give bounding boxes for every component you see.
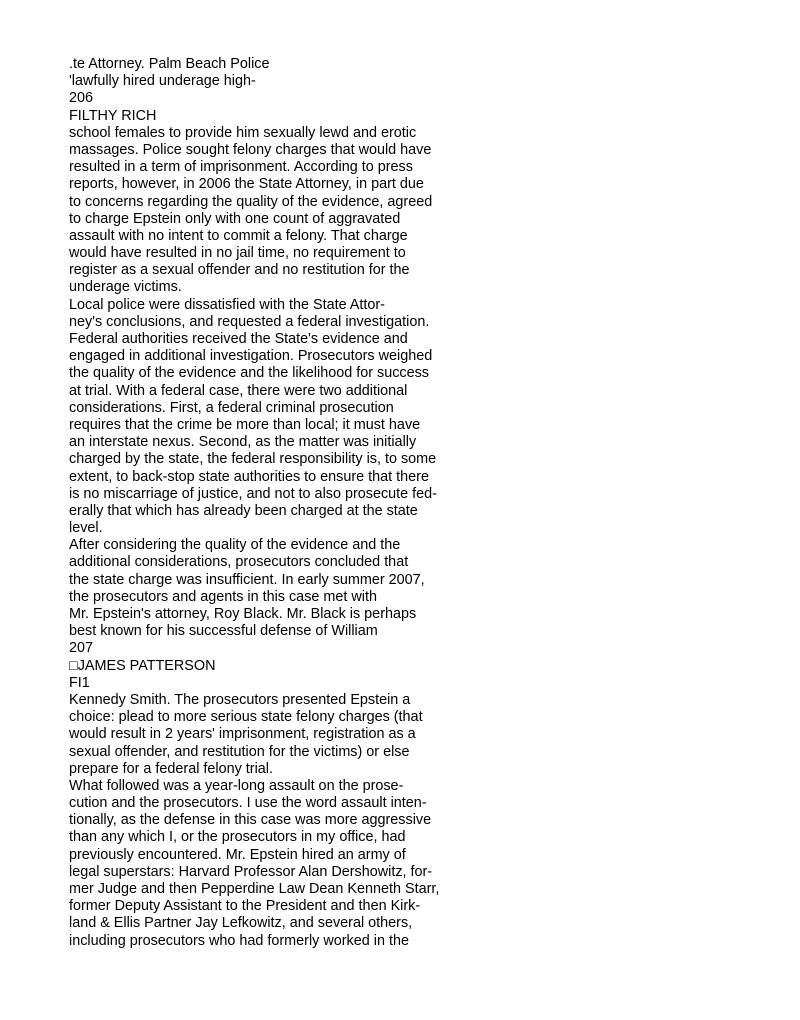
text-line: additional considerations, prosecutors concluded that: [69, 554, 409, 571]
text-line: school females to provide him sexually lewd and erotic: [69, 124, 417, 141]
text-line: the quality of the evidence and the likelihood for success: [69, 365, 429, 382]
text-line: former Deputy Assistant to the President and then Kirk-: [69, 898, 421, 915]
text-line: choice: plead to more serious state felony charges (that: [69, 709, 423, 726]
page-number: 206: [69, 90, 94, 107]
text-line: level.: [69, 520, 103, 537]
text-line: Local police were dissatisfied with the State Attor-: [69, 296, 385, 313]
text-line: sexual offender, and restitution for the victims) or else: [69, 743, 410, 760]
text-line: including prosecutors who had formerly worked in the: [69, 932, 409, 949]
text-line: than any which I, or the prosecutors in my office, had: [69, 829, 406, 846]
running-header: □JAMES PATTERSON: [69, 657, 216, 674]
text-line: underage victims.: [69, 279, 182, 296]
text-line: the state charge was insufficient. In early summer 2007,: [69, 571, 425, 588]
text-line: previously encountered. Mr. Epstein hired an army of: [69, 846, 406, 863]
text-line: ney's conclusions, and requested a federal investigation.: [69, 313, 430, 330]
page-number: 207: [69, 640, 94, 657]
text-line: 'lawfully hired underage high-: [69, 73, 256, 90]
document-page: [69, 56, 489, 950]
text-line: Kennedy Smith. The prosecutors presented Epstein a: [69, 691, 411, 708]
text-line: Mr. Epstein's attorney, Roy Black. Mr. Black is perhaps: [69, 606, 417, 622]
running-header-mark: FI1: [69, 674, 90, 691]
text-line: legal superstars: Harvard Professor Alan Dershowitz, for-: [69, 863, 433, 880]
text-line: considerations. First, a federal criminal prosecution: [69, 399, 394, 416]
text-line: After considering the quality of the evidence and the: [69, 537, 401, 554]
text-line: erally that which has already been charged at the state: [69, 502, 418, 519]
text-line: charged by the state, the federal responsibility is, to some: [69, 451, 437, 468]
text-line: Federal authorities received the State's evidence and: [69, 331, 408, 347]
text-line: engaged in additional investigation. Prosecutors weighed: [69, 348, 433, 365]
text-line: would result in 2 years' imprisonment, registration as a: [69, 726, 416, 743]
text-line: requires that the crime be more than local; it must have: [69, 416, 421, 433]
text-line: prepare for a federal felony trial.: [69, 760, 273, 777]
text-line: extent, to back-stop state authorities to ensure that there: [69, 468, 429, 485]
text-line: would have resulted in no jail time, no requirement to: [69, 245, 406, 262]
text-line: at trial. With a federal case, there were two additional: [69, 382, 408, 399]
text-line: register as a sexual offender and no restitution for the: [69, 262, 410, 279]
text-line: resulted in a term of imprisonment. According to press: [69, 159, 413, 176]
text-line: massages. Police sought felony charges that would have: [69, 141, 432, 158]
text-line: What followed was a year-long assault on the prose-: [69, 777, 404, 794]
text-line: mer Judge and then Pepperdine Law Dean Kenneth Starr,: [69, 881, 440, 897]
text-line: cution and the prosecutors. I use the word assault inten-: [69, 795, 427, 812]
text-line: is no miscarriage of justice, and not to also prosecute fed-: [69, 485, 437, 502]
text-line: assault with no intent to commit a felony. That charge: [69, 227, 408, 244]
text-line: land & Ellis Partner Jay Lefkowitz, and several others,: [69, 915, 413, 932]
text-line: .te Attorney. Palm Beach Police: [69, 56, 270, 72]
text-line: best known for his successful defense of William: [69, 623, 378, 640]
text-line: reports, however, in 2006 the State Attorney, in part due: [69, 176, 424, 193]
text-line: an interstate nexus. Second, as the matter was initially: [69, 434, 417, 451]
text-line: to concerns regarding the quality of the evidence, agreed: [69, 193, 433, 210]
text-line: to charge Epstein only with one count of aggravated: [69, 210, 401, 227]
text-line: tionally, as the defense in this case was more aggressive: [69, 812, 432, 829]
text-line: the prosecutors and agents in this case met with: [69, 588, 377, 605]
running-header: FILTHY RICH: [69, 107, 157, 124]
